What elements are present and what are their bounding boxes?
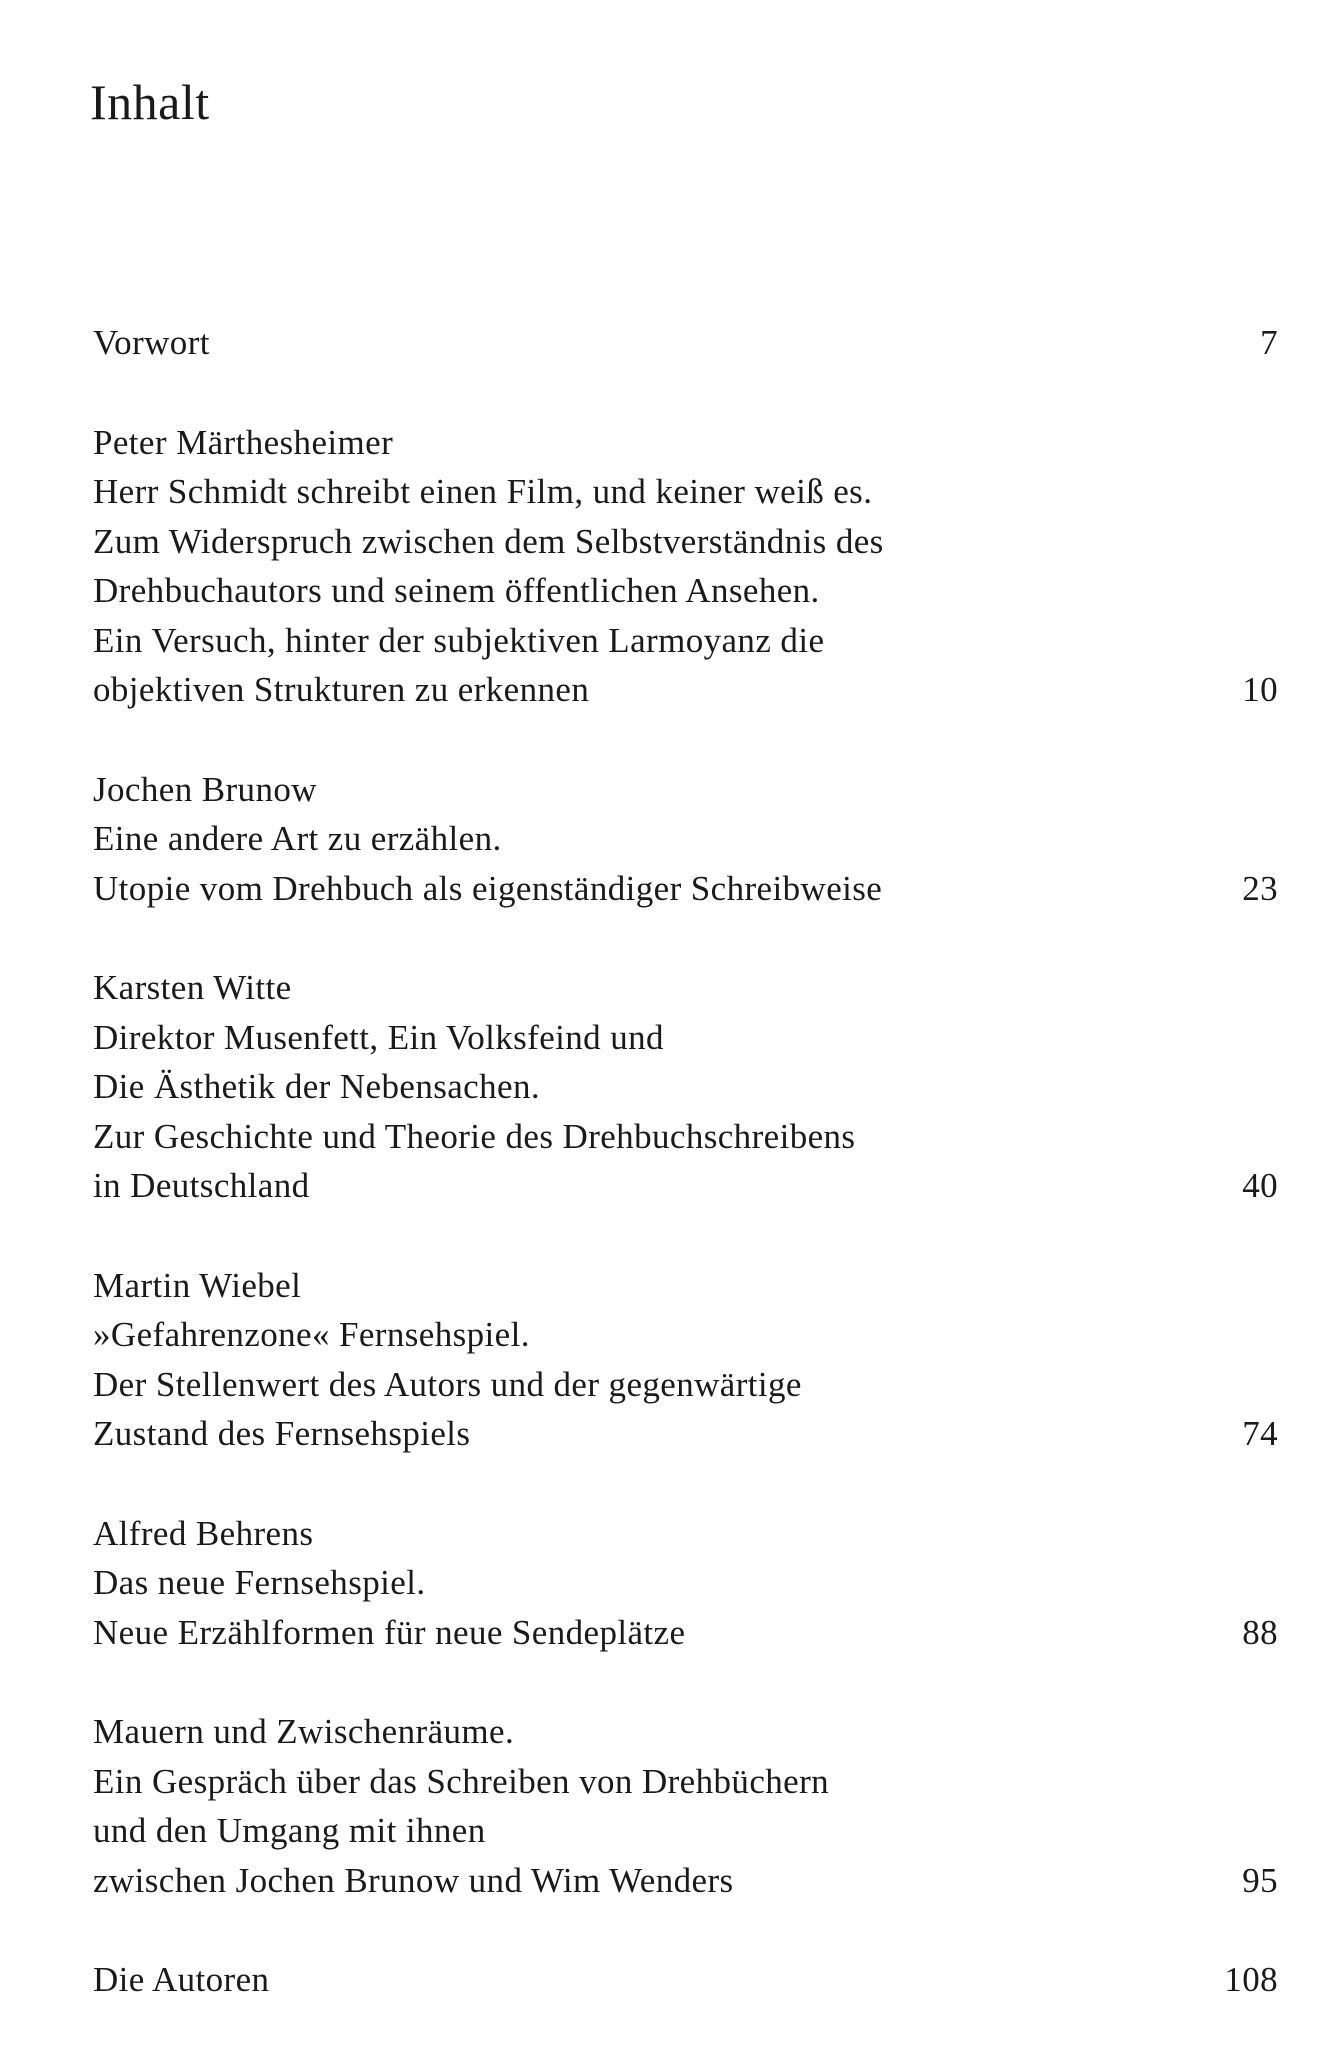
toc-entry-author: Alfred Behrens bbox=[93, 1513, 314, 1553]
toc-entry-text: Utopie vom Drehbuch als eigenständiger Schreibweise bbox=[93, 868, 883, 908]
toc-entry bbox=[93, 765, 1278, 914]
toc-entry-author: Jochen Brunow bbox=[93, 769, 317, 809]
toc-entry-text: objektiven Strukturen zu erkennen bbox=[93, 670, 590, 709]
toc-entry-text: in Deutschland bbox=[93, 1166, 310, 1205]
table-of-contents bbox=[93, 318, 1278, 2005]
toc-entry-page-number: 95 bbox=[1242, 1860, 1278, 1900]
toc-entry-text: Neue Erzählformen für neue Sendeplätze bbox=[93, 1612, 686, 1652]
toc-entry-page-number: 10 bbox=[1242, 670, 1278, 709]
toc-entry-page-number: 40 bbox=[1242, 1166, 1278, 1205]
toc-entry-text: Das neue Fernsehspiel. bbox=[93, 1563, 426, 1602]
toc-entry-text: Der Stellenwert des Autors und der gegenwärtige bbox=[93, 1364, 802, 1404]
toc-entry-text: Drehbuchautors und seinem öffentlichen Ansehen. bbox=[93, 571, 820, 610]
toc-entry bbox=[93, 963, 1278, 1211]
toc-entry-author: Karsten Witte bbox=[93, 968, 292, 1007]
toc-entry-text: Zur Geschichte und Theorie des Drehbuchschreibens bbox=[93, 1116, 856, 1156]
toc-entry bbox=[93, 1955, 1278, 2005]
toc-entry bbox=[93, 1707, 1278, 1905]
toc-entry-text: Ein Gespräch über das Schreiben von Drehbüchern bbox=[93, 1761, 830, 1801]
toc-entry-text: Herr Schmidt schreibt einen Film, und keiner weiß es. bbox=[93, 472, 873, 511]
toc-entry-text: und den Umgang mit ihnen bbox=[93, 1811, 486, 1850]
toc-entry-page-number: 74 bbox=[1242, 1414, 1278, 1453]
toc-entry-text: Direktor Musenfett, Ein Volksfeind und bbox=[93, 1017, 664, 1057]
toc-entry bbox=[93, 1261, 1278, 1459]
toc-entry-text: Vorwort bbox=[93, 323, 210, 362]
toc-entry-text: Zustand des Fernsehspiels bbox=[93, 1414, 471, 1453]
toc-entry-author: Martin Wiebel bbox=[93, 1265, 302, 1305]
toc-entry-text: Zum Widerspruch zwischen dem Selbstverständnis des bbox=[93, 521, 884, 561]
toc-entry-text: Die Autoren bbox=[93, 1960, 270, 1999]
toc-entry-text: Eine andere Art zu erzählen. bbox=[93, 819, 502, 858]
toc-entry-page-number: 7 bbox=[1260, 323, 1278, 362]
toc-entry-page-number: 108 bbox=[1224, 1960, 1278, 1999]
toc-entry bbox=[93, 1509, 1278, 1658]
toc-entry-text: »Gefahrenzone« Fernsehspiel. bbox=[93, 1315, 530, 1354]
toc-entry-text: Die Ästhetik der Nebensachen. bbox=[93, 1067, 540, 1106]
toc-entry bbox=[93, 318, 1278, 368]
toc-entry-page-number: 23 bbox=[1242, 868, 1278, 908]
toc-entry-text: zwischen Jochen Brunow und Wim Wenders bbox=[93, 1860, 734, 1900]
toc-entry-author: Mauern und Zwischenräume. bbox=[93, 1712, 515, 1751]
page-title: Inhalt bbox=[90, 74, 210, 130]
toc-entry-page-number: 88 bbox=[1242, 1612, 1278, 1652]
toc-entry bbox=[93, 418, 1278, 715]
toc-entry-text: Ein Versuch, hinter der subjektiven Larmoyanz die bbox=[93, 620, 825, 660]
toc-entry-author: Peter Märthesheimer bbox=[93, 422, 394, 462]
